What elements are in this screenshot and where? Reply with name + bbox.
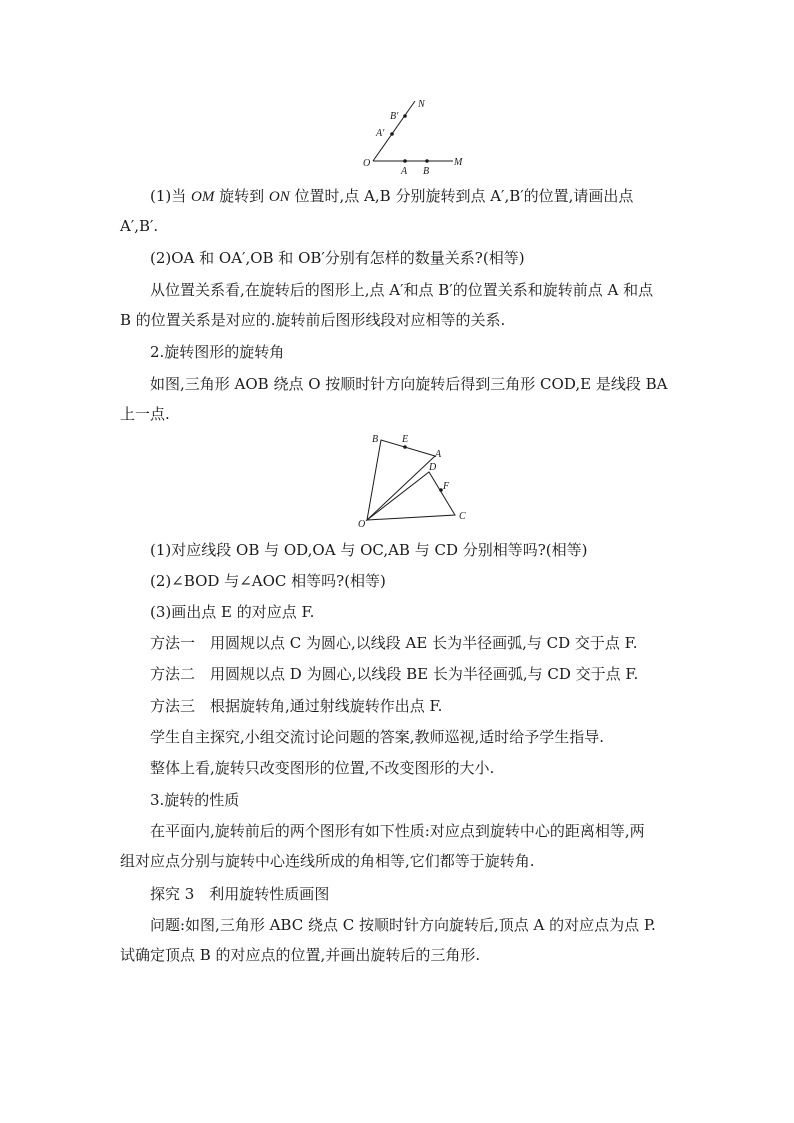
paragraph-4-cont: 上一点. (120, 405, 170, 423)
label-c: C (459, 511, 466, 522)
paragraph-4: 如图,三角形 AOB 绕点 O 按顺时针方向旋转后得到三角形 COD,E 是线段 BA (150, 375, 668, 393)
point-e (403, 445, 407, 449)
paragraph-1 (0, 186, 794, 207)
label-b: B (372, 434, 379, 445)
label-m: M (454, 157, 463, 168)
label-o: O (363, 158, 371, 169)
text-run: 旋转到 (214, 187, 269, 205)
question-1: (1)对应线段 OB 与 OD,OA 与 OC,AB 与 CD 分别相等吗?(相等) (150, 541, 588, 559)
question-3: (3)画出点 E 的对应点 F. (150, 603, 315, 621)
rotation-figure-ray (360, 96, 470, 176)
paragraph-3: 从位置关系看,在旋转后的图形上,点 A′和点 B′的位置关系和旋转前点 A 和点 (150, 281, 654, 299)
question-2: (2)∠BOD 与∠AOC 相等吗?(相等) (150, 572, 386, 590)
label-a: A (435, 449, 442, 460)
text-run: (1)当 (150, 187, 192, 205)
section-heading-2: 2.旋转图形的旋转角 (150, 343, 285, 361)
paragraph-7: 在平面内,旋转前后的两个图形有如下性质:对应点到旋转中心的距离相等,两 (150, 822, 645, 840)
text-run-italic: ON (268, 189, 290, 205)
rotation-figure-triangles (355, 430, 475, 530)
paragraph-2: (2)OA 和 OA′,OB 和 OB′分别有怎样的数量关系?(相等) (150, 249, 525, 267)
label-f: F (443, 481, 450, 492)
label-a: A (401, 166, 408, 176)
point-a (403, 159, 407, 163)
section-heading-explore-3: 探究 3 利用旋转性质画图 (150, 885, 330, 903)
method-1: 方法一 用圆规以点 C 为圆心,以线段 AE 长为半径画弧,与 CD 交于点 F. (150, 634, 638, 652)
method-3: 方法三 根据旋转角,通过射线旋转作出点 F. (150, 697, 443, 715)
triangle-aob (367, 440, 435, 520)
paragraph-3-cont: B 的位置关系是对应的.旋转前后图形线段对应相等的关系. (120, 311, 506, 329)
section-heading-3: 3.旋转的性质 (150, 791, 240, 809)
method-2: 方法二 用圆规以点 D 为圆心,以线段 BE 长为半径画弧,与 CD 交于点 F. (150, 665, 639, 683)
label-d: D (429, 462, 437, 473)
paragraph-7-cont: 组对应点分别与旋转中心连线所成的角相等,它们都等于旋转角. (120, 852, 535, 870)
paragraph-6: 整体上看,旋转只改变图形的位置,不改变图形的大小. (150, 759, 495, 777)
point-a-prime (390, 132, 394, 136)
label-n: N (418, 99, 425, 110)
label-b: B (423, 166, 430, 176)
text-run: 位置时,点 A,B 分别旋转到点 A′,B′的位置,请画出点 (289, 187, 634, 205)
label-a-prime: A′ (376, 128, 385, 139)
paragraph-8-cont: 试确定顶点 B 的对应点的位置,并画出旋转后的三角形. (120, 946, 481, 964)
label-b-prime: B′ (390, 111, 399, 122)
text-run-italic: OM (191, 189, 215, 205)
paragraph-8: 问题:如图,三角形 ABC 绕点 C 按顺时针方向旋转后,顶点 A 的对应点为点 P. (150, 916, 656, 934)
paragraph-1-cont: A′,B′. (120, 217, 159, 235)
label-e: E (402, 434, 409, 445)
point-b-prime (403, 114, 407, 118)
point-b (425, 159, 429, 163)
paragraph-5: 学生自主探究,小组交流讨论问题的答案,教师巡视,适时给予学生指导. (150, 728, 605, 746)
label-o: O (358, 519, 366, 530)
